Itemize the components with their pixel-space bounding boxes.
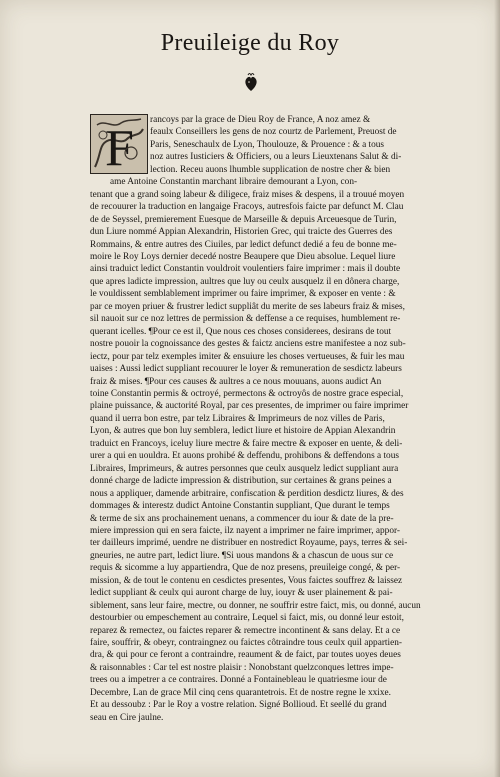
text-line: Et au dessoubz : Par le Roy a vostre relation. Signé Bollioud. Et seellé du grand bbox=[90, 700, 387, 711]
fleuron-icon bbox=[242, 72, 260, 92]
text-line: Libraires, Imprimeurs, & autres personnes que ceulx ausquelz ledict suppliant aura bbox=[90, 463, 399, 474]
text-line: ter dailleurs imprimé, uendre ne distribuer en nostredict Royaume, pays, terres & sei- bbox=[90, 538, 408, 549]
text-line: que apres ladicte impression, aultres que luy ou ceulx ausquelz il en dônera charge, bbox=[90, 276, 400, 287]
text-line: seau en Cire jaulne. bbox=[90, 712, 164, 723]
text-line: iectz, pour par telz exemples imiter & ensuiure les choses vertueuses, & fuir les mau bbox=[90, 351, 405, 362]
text-line: nous a appliquer, damende arbitraire, confiscation & perdition desdictz liures, & des bbox=[90, 488, 404, 499]
text-line: trees ou a impetrer a ce contraires. Donné a Fontainebleau le quatriesme iour de bbox=[90, 675, 387, 686]
text-line: plaine puissance, & auctorité Royal, par ces presentes, de imprimer ou faire imprimer bbox=[90, 401, 409, 412]
text-line: & raisonnables : Car tel est nostre plaisir : Nonobstant quelzconques lettres impe- bbox=[90, 662, 394, 673]
text-line: ledict suppliant & ceulx qui auront charge de luy, iouyr & user plainement & pai- bbox=[90, 588, 393, 599]
text-line: nostre pouoir la cognoissance des gestes & faictz anciens estre manifestee a noz sub- bbox=[90, 339, 406, 350]
text-line: Decembre, Lan de grace Mil cinq cens quarantetrois. Et de nostre regne le xxixe. bbox=[90, 687, 391, 698]
text-line: miere impression qui en sera faicte, ilz nayent a imprimer ne faire imprimer, appor- bbox=[90, 525, 400, 536]
text-line: toine Constantin permis & octroyé, permectons & octroyôs de nostre grace especial, bbox=[90, 388, 404, 399]
text-line: Rommains, & entre autres des Ciuiles, par ledict defunct dedié a feu de bonne me- bbox=[90, 239, 397, 250]
text-line: mission, & de tout le contenu en cesdictes presentes, Vous faictes souffrez & laissez bbox=[90, 575, 403, 586]
text-line: donné charge de ladicte impression & distribution, sur certaines & grans peines a bbox=[90, 476, 392, 487]
text-line: querant icelles. ¶Pour ce est il, Que nous ces choses considerees, desirans de tout bbox=[90, 326, 392, 337]
text-line: traduict en Francoys, iceluy liure mectre & faire mectre & exposer en uente, & deli- bbox=[90, 438, 403, 449]
text-line: requis & sicomme a luy appartiendra, Que de noz presens, preuileige congé, & per- bbox=[90, 563, 401, 574]
text-line: faire, souffrir, & obeyr, contraingnez ou faictes côtraindre tous ceulx quil appartien- bbox=[90, 638, 402, 649]
page-edge-shadow bbox=[494, 0, 500, 777]
text-line: moire le Roy Loys dernier decedé nostre Beaupere que Dieu absolue. Lequel liure bbox=[90, 251, 396, 262]
text-line: de recouurer la traduction en langaige Fracoys, autresfois faicte par defunct M. Clau bbox=[90, 202, 404, 213]
text-line: feaulx Conseillers les gens de noz courtz de Parlement, Preuost de bbox=[150, 127, 397, 138]
text-line: tenant que a grand soing labeur & diligece, fraiz mises & despens, il a trouué moyen bbox=[90, 189, 405, 200]
text-line: le vouldissent semblablement imprimer ou faire imprimer, & exposer en vente : & bbox=[90, 289, 396, 300]
text-line: & terme de six ans prochainement uenans, a commencer du iour & date de la pre- bbox=[90, 513, 394, 524]
text-line: gneuries, ne autre part, ledict liure. ¶Si uous mandons & a chascun de uous sur ce bbox=[90, 550, 394, 561]
text-line: de de Seyssel, premierement Euesque de Marseille & depuis Arceuesque de Turin, bbox=[90, 214, 397, 225]
text-line: fraiz & mises. ¶Pour ces causes & aultres a ce nous mouuans, auons audict An bbox=[90, 376, 382, 387]
text-line: sil nauoit sur ce noz lettres de permission & deffense a ce requises, humblement re- bbox=[90, 314, 401, 325]
text-line: siblement, sans leur faire, mectre, ou donner, ne souffrir estre faict, mis, ou donné, aucun bbox=[90, 600, 421, 611]
text-line: noz autres Iusticiers & Officiers, ou a leurs Lieuxtenans Salut & di- bbox=[150, 152, 402, 163]
text-line: reparez & remectez, ou faictes reparer & remectre incontinent & sans delay. Et a ce bbox=[90, 625, 401, 636]
text-line: dommages & interestz dudict Antoine Constantin suppliant, Que durant le temps bbox=[90, 501, 390, 512]
text-line: quand il uerra bon estre, par telz Libraires & Imprimeurs de noz villes de Paris, bbox=[90, 413, 385, 424]
text-line: destourbier ou empeschement au contraire, Lequel si faict, mis, ou donné leur estoit, bbox=[90, 613, 404, 624]
text-line: ainsi traduict ledict Constantin vouldroit voulentiers faire imprimer : mais il doubte bbox=[90, 264, 401, 275]
text-line: Lyon, & autres que bon luy semblera, ledict liure et histoire de Appian Alexandrin bbox=[90, 426, 396, 437]
text-line: urer a qui en uouldra. Et auons prohibé & deffendu, prohibons & deffendons a tous bbox=[90, 451, 399, 462]
text-line: dun Liure nommé Appian Alexandrin, Historien Grec, qui traicte des Guerres des bbox=[90, 227, 393, 238]
text-line: par ce moyen priuer & frustrer ledict suppliât du merite de ses labeurs fraiz & mises, bbox=[90, 301, 405, 312]
text-line: uaises : Aussi ledict suppliant recouurer le loyer & remuneration de sesdictz labeurs bbox=[90, 364, 402, 375]
privilege-text bbox=[90, 114, 480, 724]
svg-text:F: F bbox=[105, 120, 134, 174]
text-line: Paris, Seneschaulx de Lyon, Thoulouze, & Prouence : & a tous bbox=[150, 139, 385, 150]
text-line: rancoys par la grace de Dieu Roy de France, A noz amez & bbox=[150, 115, 371, 125]
page-title: Preuileige du Roy bbox=[160, 30, 340, 56]
text-line: dra, & qui pour ce feront a contraindre, reaument & de faict, par toutes uoyes deues bbox=[90, 650, 401, 661]
text-line: lection. Receu auons lhumble supplication de nostre cher & bien bbox=[150, 164, 391, 175]
text-line: ame Antoine Constantin marchant libraire demourant a Lyon, con- bbox=[110, 177, 358, 188]
